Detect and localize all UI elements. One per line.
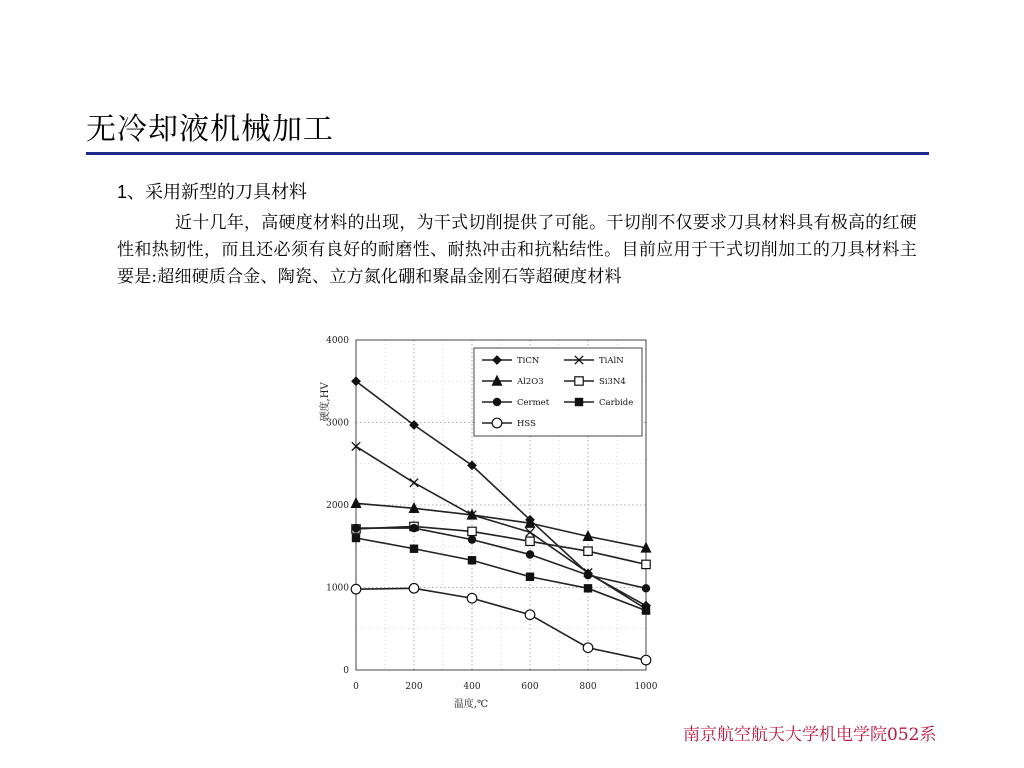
legend-marker [575, 377, 583, 385]
data-point-cermet [642, 584, 650, 592]
section-heading [117, 178, 307, 204]
series-line-al2o3 [356, 503, 646, 548]
x-tick-label: 200 [405, 682, 423, 692]
data-point-cermet [410, 524, 418, 532]
legend-label-cermet: Cermet [517, 398, 550, 408]
y-tick-label: 1000 [326, 583, 349, 594]
y-tick-label: 2000 [326, 501, 349, 511]
chart-svg [310, 330, 670, 715]
x-tick-label: 0 [353, 682, 359, 692]
section-number: 1 [117, 182, 128, 202]
data-point-cermet [352, 524, 360, 532]
legend-marker [575, 398, 583, 406]
legend-marker [493, 398, 501, 406]
data-point-carbide [526, 573, 534, 581]
data-point-si3n4 [584, 547, 592, 555]
data-point-hss [583, 643, 593, 653]
data-point-hss [525, 610, 535, 620]
y-axis-label: 硬度,HV [320, 382, 331, 422]
data-point-carbide [352, 534, 360, 542]
data-point-carbide [584, 584, 592, 592]
hardness-temperature-chart [310, 330, 670, 715]
data-point-si3n4 [468, 527, 476, 535]
title-divider [86, 152, 929, 155]
data-point-carbide [468, 556, 476, 564]
data-point-hss [409, 584, 419, 594]
x-axis-label: 温度,℃ [453, 699, 489, 710]
body-paragraph: 近十几年，高硬度材料的出现，为干式切削提供了可能。干切削不仅要求刀具材料具有极高的红硬性和热韧性，而且还必须有良好的耐磨性、耐热冲击和抗粘结性。目前应用于干式切削加工的刀具材料主要是:超细硬质合金、陶瓷、立方氮化硼和聚晶金刚石等超硬度材料 [117, 213, 917, 287]
y-tick-label: 3000 [326, 418, 349, 429]
data-point-hss [641, 655, 651, 665]
y-tick-label: 0 [343, 666, 349, 676]
data-point-cermet [468, 535, 476, 543]
data-point-hss [467, 593, 477, 603]
data-point-cermet [526, 550, 534, 558]
x-tick-label: 1000 [634, 682, 658, 692]
legend-label-tialn: TiAlN [599, 356, 624, 366]
data-point-carbide [642, 606, 650, 614]
legend-label-carbide: Carbide [599, 398, 634, 408]
legend-label-ticn: TiCN [517, 356, 540, 366]
y-tick-label: 4000 [326, 336, 349, 346]
x-tick-label: 600 [521, 682, 539, 692]
data-point-carbide [410, 545, 418, 553]
data-point-cermet [584, 571, 592, 579]
legend-label-si3n4: Si3N4 [599, 377, 626, 387]
legend-label-hss: HSS [517, 419, 536, 429]
section-heading-text: 、采用新型的刀具材料 [127, 182, 308, 203]
x-tick-label: 800 [579, 682, 597, 692]
legend-label-al2o3: Al2O3 [517, 377, 544, 387]
data-point-hss [351, 584, 361, 594]
slide-title: 无冷却液机械加工 [86, 112, 334, 147]
data-point-si3n4 [526, 537, 534, 545]
legend-marker [492, 418, 502, 428]
footer-department: 南京航空航天大学机电学院052系 [683, 725, 937, 745]
x-tick-label: 400 [463, 682, 481, 692]
data-point-si3n4 [642, 560, 650, 568]
data-point-tialn [410, 479, 418, 487]
